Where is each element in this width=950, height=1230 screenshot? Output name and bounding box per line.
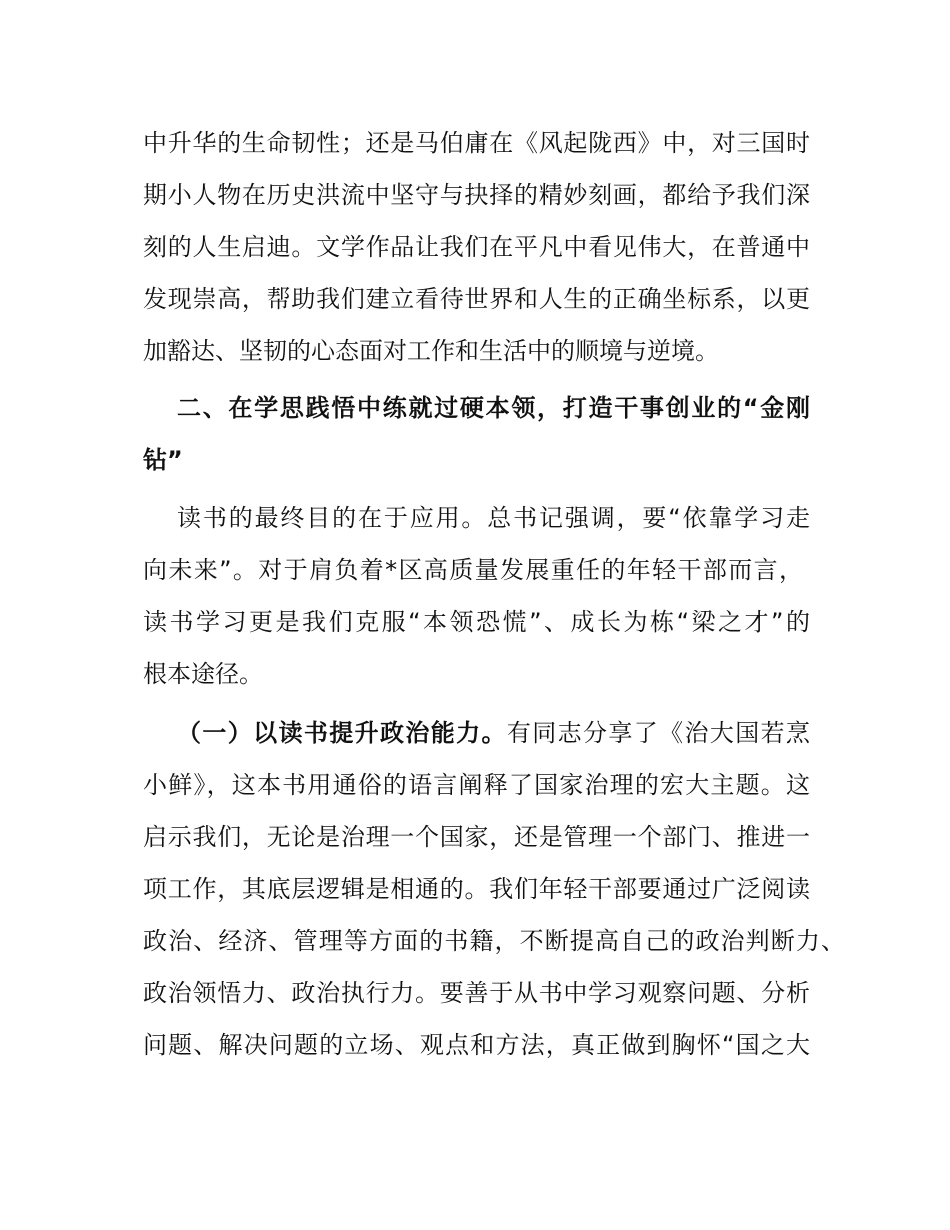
paragraph-line: 刻的人生启迪。文学作品让我们在平凡中看见伟大，在普通中 [143, 233, 810, 261]
section-heading: 二、在学思践悟中练就过硬本领，打造干事创业的“金刚 [177, 394, 810, 422]
paragraph-line: 政治领悟力、政治执行力。要善于从书中学习观察问题、分析 [143, 979, 810, 1007]
paragraph-line: 加豁达、坚韧的心态面对工作和生活中的顺境与逆境。 [143, 337, 719, 365]
paragraph-line: 读书的最终目的在于应用。总书记强调，要“依靠学习走 [177, 504, 810, 532]
paragraph-line: 根本途径。 [143, 660, 263, 688]
paragraph-line: 小鲜》，这本书用通俗的语言阐释了国家治理的宏大主题。这 [143, 771, 810, 799]
paragraph-line: 政治、经济、管理等方面的书籍，不断提高自己的政治判断力、 [143, 927, 845, 955]
paragraph-line: 读书学习更是我们克服“本领恐慌”、成长为栋“梁之才”的 [143, 608, 810, 636]
paragraph-line: 中升华的生命韧性；还是马伯庸在《风起陇西》中，对三国时 [143, 129, 810, 157]
paragraph-line [177, 717, 810, 749]
paragraph-line: 发现崇高，帮助我们建立看待世界和人生的正确坐标系，以更 [143, 285, 810, 313]
paragraph-text: 有同志分享了《治大国若烹 [506, 719, 810, 747]
paragraph-line: 问题、解决问题的立场、观点和方法，真正做到胸怀“国之大 [143, 1031, 810, 1059]
subheading-lead: （一）以读书提升政治能力。 [177, 719, 507, 747]
paragraph-line: 向未来”。对于肩负着*区高质量发展重任的年轻干部而言， [143, 556, 803, 584]
section-heading: 钻” [143, 446, 183, 474]
paragraph-line: 启示我们，无论是治理一个国家，还是管理一个部门、推进一 [143, 823, 810, 851]
paragraph-line: 期小人物在历史洪流中坚守与抉择的精妙刻画，都给予我们深 [143, 181, 810, 209]
paragraph-line: 项工作，其底层逻辑是相通的。我们年轻干部要通过广泛阅读 [143, 875, 810, 903]
